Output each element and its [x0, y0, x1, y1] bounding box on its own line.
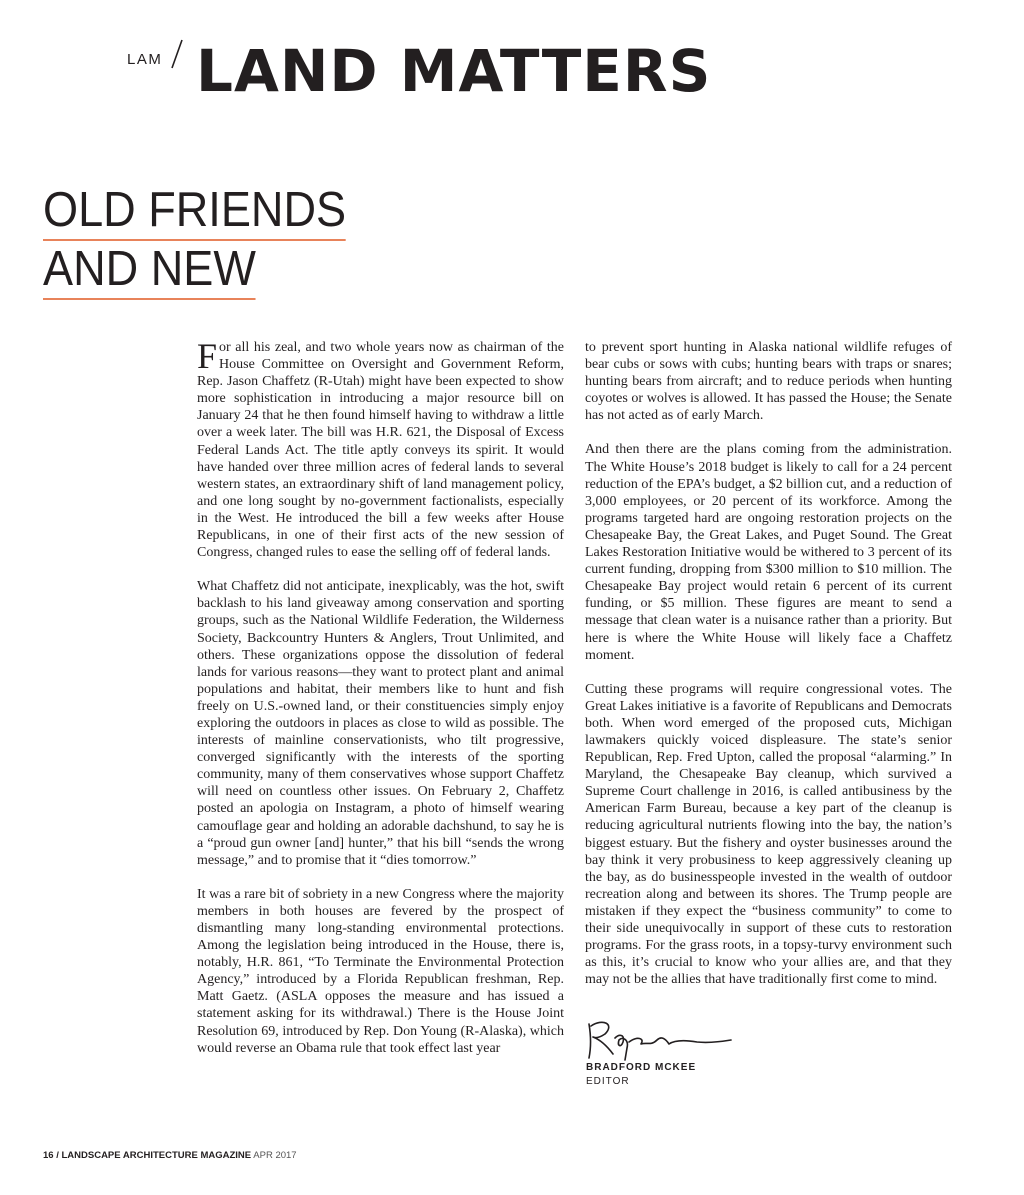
page-footer — [43, 1150, 297, 1161]
paragraph — [197, 336, 564, 561]
editor-name: BRADFORD MCKEE — [586, 1062, 697, 1073]
folio: 16 / LANDSCAPE ARCHITECTURE MAGAZINE — [43, 1150, 252, 1161]
issue-date: APR 2017 — [253, 1150, 297, 1161]
headline — [43, 182, 383, 300]
article-column-right — [585, 339, 952, 1005]
headline-line-2: AND NEW — [43, 241, 256, 300]
paragraph: It was a rare bit of sobriety in a new Congress where the majority members in both houses are fevered by the prospect of dismantling many long-standing environmental protections. Among the legislation being introduced in the House, there is, notably, H.R. 861, “To Terminate the Environmental Protection Agency,” introduced by a Florida Republican freshman, Rep. Matt Gaetz. (ASLA opposes the measure and has issued a statement asking for its withdrawal.) There is the House Joint Resolution 69, introduced by Rep. Don Young (R-Alaska), which would reverse an Obama rule that took effect last year — [197, 886, 564, 1056]
article-column-left — [197, 336, 564, 1074]
paragraph: to prevent sport hunting in Alaska national wildlife refuges of bear cubs or sows with cubs; hunting bears with traps or snares; hunting bears from aircraft; and to reduce periods when hunting coyotes or wolves is allowed. It has passed the House; the Senate has not acted as of early March. — [585, 340, 952, 424]
drop-cap: F — [197, 336, 218, 376]
paragraph: What Chaffetz did not anticipate, inexplicably, was the hot, swift backlash to his land giveaway among conservation and sporting groups, such as the National Wildlife Federation, the Wilderness Society, Backcountry Hunters & Anglers, Trout Unlimited, and others. These organizations oppose the dissolution of federal lands for various reasons—they want to protect plant and animal populations and habitat, their members like to hunt and fish freely on U.S.-owned land, or their constituencies simply enjoy exploring the outdoors in places as close to wild as possible. The interests of mainline conservationists, who tilt progressive, converged significantly with the interests of the sporting community, many of them conservatives whose support Chaffetz will need on countless other issues. On February 2, Chaffetz posted an apologia on Instagram, a photo of himself wearing camouflage gear and holding an adorable dachshund, to say he is a “proud gun owner [and] hunter,” that his bill “sends the wrong message,” and to promise that it “dies tomorrow.” — [197, 579, 564, 868]
section-title: LAND MATTERS — [196, 37, 712, 105]
slash-divider — [166, 38, 186, 70]
paragraph: And then there are the plans coming from the administration. The White House’s 2018 budget is likely to call for a 24 percent reduction of the EPA’s budget, a $2 billion cut, and a reduction of 3,000 employees, or 20 percent of its workforce. Among the programs targeted hard are ongoing restoration projects on the Chesapeake Bay, the Great Lakes, and Puget Sound. The Great Lakes Restoration Initiative would be withered to 3 percent of its current funding, dropping from $300 million to $10 million. The Chesapeake Bay project would retain 6 percent of its current funding, or $5 million. These figures are meant to send a message that clean water is a nuisance rather than a priority. But here is where the White House will likely face a Chaffetz moment. — [585, 442, 952, 663]
section-abbreviation: LAM — [127, 51, 163, 68]
editor-role: EDITOR — [586, 1076, 630, 1087]
editor-signature — [585, 1016, 735, 1062]
headline-line-1: OLD FRIENDS — [43, 182, 346, 241]
paragraph: Cutting these programs will require congressional votes. The Great Lakes initiative is a favorite of Republicans and Democrats both. When word emerged of the proposed cuts, Michigan lawmakers quickly voiced displeasure. The state’s senior Republican, Rep. Fred Upton, called the proposal “alarming.” In Maryland, the Chesapeake Bay cleanup, which survived a Supreme Court challenge in 2016, is called antibusiness by the American Farm Bureau, because a key part of the cleanup is reducing agricultural nutrients flowing into the bay, the nation’s biggest estuary. But the fishery and oyster businesses around the bay think it very probusiness to keep aggressively cleaning up the bay, as do businesspeople invested in the wealth of outdoor recreation along and between its shores. The Trump people are mistaken if they expect the “business community” to come to their side unequivocally in support of these cuts to restoration programs. For the grass roots, in a topsy-turvy environment such as this, it’s crucial to know who your allies are, and that they may not be the allies that have traditionally first come to mind. — [585, 681, 952, 988]
paragraph-text: or all his zeal, and two whole years now as chairman of the House Committee on Oversight and Government Reform, Rep. Jason Chaffetz (R-Utah) might have been expected to show more sophistication in introducing a major resource bill on January 24 that he then found himself having to withdraw a little over a week later. The bill was H.R. 621, the Disposal of Excess Federal Lands Act. The title aptly conveys its spirit. It would have handed over three million acres of federal lands to several western states, an extraordinary shift of land management policy, and one long sought by no-government factionalists, especially in the West. He introduced the bill a few weeks after House Republicans, in one of their first acts of the new session of Congress, changed rules to ease the selling off of federal lands. — [197, 340, 564, 561]
